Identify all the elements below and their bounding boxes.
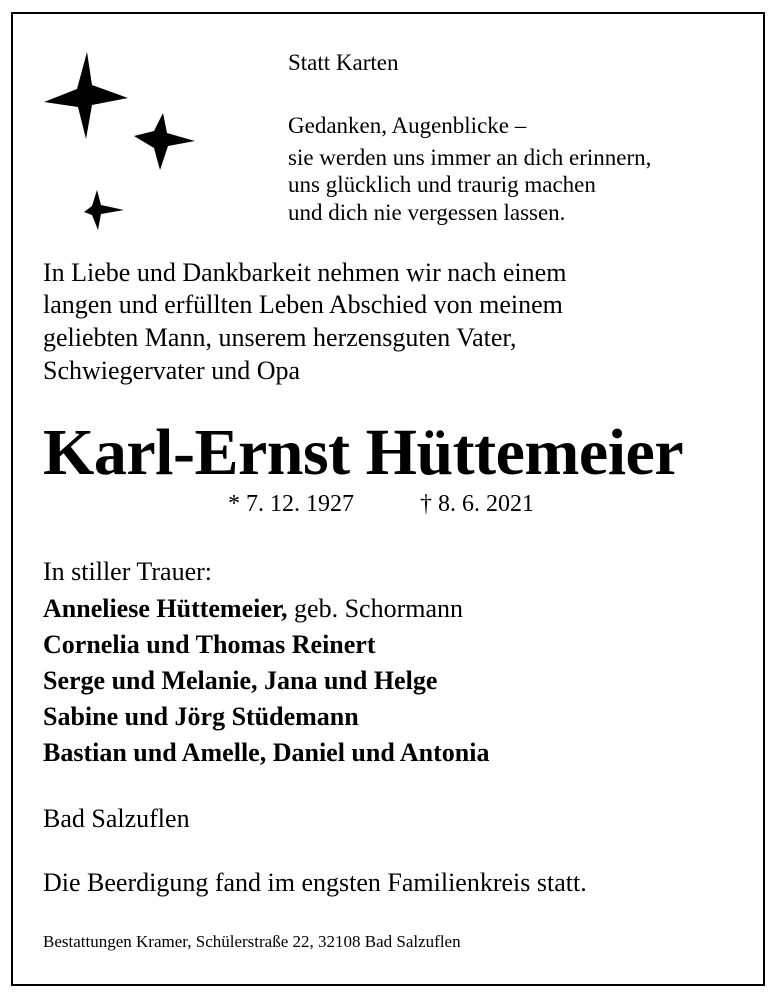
mourner-line: Sabine und Jörg Stüdemann bbox=[43, 702, 359, 731]
verse-line: und dich nie vergessen lassen. bbox=[288, 200, 566, 225]
funeral-note: Die Beerdigung fand im engsten Familienkreis statt. bbox=[43, 868, 587, 897]
mourner-note: geb. Schormann bbox=[294, 594, 464, 623]
star-icon bbox=[44, 52, 128, 139]
verse-line: uns glücklich und traurig machen bbox=[288, 172, 596, 197]
mourner-name: Anneliese Hüttemeier, bbox=[43, 594, 288, 623]
birth-date: * 7. 12. 1927 bbox=[228, 491, 354, 517]
mourner-line: Bastian und Amelle, Daniel und Antonia bbox=[43, 738, 490, 767]
mourners-label: In stiller Trauer: bbox=[43, 557, 212, 586]
star-icon bbox=[134, 113, 195, 170]
intro-line: Schwiegervater und Opa bbox=[43, 356, 301, 385]
mourner-line: Cornelia und Thomas Reinert bbox=[43, 630, 376, 659]
place: Bad Salzuflen bbox=[43, 804, 190, 833]
stars-decoration bbox=[30, 40, 210, 240]
death-date: † 8. 6. 2021 bbox=[420, 491, 534, 517]
intro-line: langen und erfüllten Leben Abschied von meinem bbox=[43, 290, 563, 319]
intro-line: geliebten Mann, unserem herzensguten Vater, bbox=[43, 323, 517, 352]
star-icon bbox=[84, 190, 124, 230]
deceased-name: Karl-Ernst Hüttemeier bbox=[43, 416, 684, 489]
verse-line: Gedanken, Augenblicke – bbox=[288, 113, 527, 138]
undertaker-info: Bestattungen Kramer, Schülerstraße 22, 32108 Bad Salzuflen bbox=[43, 932, 461, 951]
intro-line: In Liebe und Dankbarkeit nehmen wir nach einem bbox=[43, 258, 567, 287]
mourner-line: Serge und Melanie, Jana und Helge bbox=[43, 666, 438, 695]
verse-line: sie werden uns immer an dich erinnern, bbox=[288, 145, 652, 170]
statt-karten: Statt Karten bbox=[288, 50, 399, 75]
mourner-line bbox=[43, 596, 463, 622]
